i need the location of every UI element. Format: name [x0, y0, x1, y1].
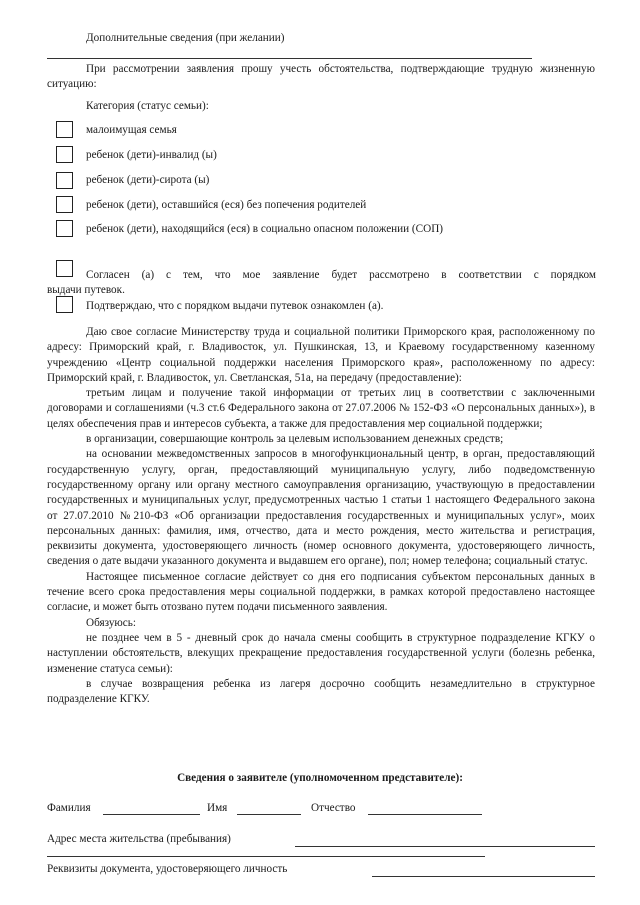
- consent-paragraph-1: Даю свое согласие Министерству труда и социальной политики Приморского края, расположенному по адресу: Приморский край, г. Владивосток, ул. Пушкинская, 13, и Краевому государственному казенному учреждению «Центр социальной поддержки населения Приморского края», расположенному по адресу: Приморский край, г. Владивосток, ул. Светланская, 51а, на передачу (предоставление):: [47, 326, 595, 384]
- option-orphan: ребенок (дети)-сирота (ы): [86, 174, 210, 186]
- checkbox-socially-dangerous[interactable]: [56, 220, 73, 237]
- checkbox-without-parental-care[interactable]: [56, 196, 73, 213]
- consent-paragraph-4: на основании межведомственных запросов в многофункциональный центр, в орган, предоставляющий государственную услугу, орган, предоставляющий муниципальную услугу, либо подведомственную государственному органу или органу местного самоуправления организацию, участвующую в предоставлении государственных и муниципальных услуг, предусмотренных частью 1 статьи 1 настоящего Федерального закона от 27.07.2010 №210-ФЗ «Об организации предоставления государственных и муниципальных услуг», моих персональных данных: фамилия, имя, отчество, дата и место рождения, место жительства и регистрация, реквизиты документа, удостоверяющего личность (номер основного документа, удостоверяющего личность, сведения о дате выдачи указанного документа и выдавшем его органе), пол; номер телефона; социальный статус.: [47, 448, 595, 568]
- name-label: Имя: [207, 802, 228, 814]
- personal-data-consent: [47, 325, 595, 707]
- address-field-continuation[interactable]: [47, 856, 485, 857]
- additional-info-label: Дополнительные сведения (при желании): [86, 32, 285, 44]
- consent-paragraph-5: Настоящее письменное согласие действует со дня его подписания субъектом персональных данных в течение всего срока предоставления меры социальной поддержки, в рамках которой предоставлено настоящее согласие, и может быть отозвано путем подачи письменного заявления.: [47, 570, 595, 614]
- category-heading: Категория (статус семьи):: [86, 100, 209, 112]
- patronymic-field[interactable]: [368, 814, 482, 815]
- checkbox-orphan[interactable]: [56, 172, 73, 189]
- checkbox-low-income[interactable]: [56, 121, 73, 138]
- address-field[interactable]: [295, 846, 595, 847]
- obligation-paragraph-2: в случае возвращения ребенка из лагеря досрочно сообщить незамедлительно в структурное подразделение КГКУ.: [47, 677, 595, 706]
- applicant-section-heading: Сведения о заявителе (уполномоченном представителе):: [177, 772, 463, 784]
- surname-label: Фамилия: [47, 802, 91, 814]
- option-disabled-child: ребенок (дети)-инвалид (ы): [86, 149, 217, 161]
- document-label: Реквизиты документа, удостоверяющего личность: [47, 863, 288, 875]
- surname-field[interactable]: [103, 814, 200, 815]
- name-field[interactable]: [237, 814, 301, 815]
- patronymic-label: Отчество: [311, 802, 356, 814]
- situation-request-text: При рассмотрении заявления прошу учесть обстоятельства, подтверждающие трудную жизненную ситуацию:: [47, 63, 595, 91]
- consent-procedure-line2: выдачи путевок.: [47, 284, 125, 296]
- situation-request-block: [47, 62, 595, 93]
- additional-info-line[interactable]: [47, 58, 532, 59]
- checkbox-disabled-child[interactable]: [56, 146, 73, 163]
- consent-paragraph-3: в организации, совершающие контроль за целевым использованием денежных средств;: [86, 433, 504, 446]
- document-field[interactable]: [372, 876, 595, 877]
- address-label: Адрес места жительства (пребывания): [47, 833, 231, 845]
- option-low-income: малоимущая семья: [86, 124, 177, 136]
- obligation-paragraph-1: не позднее чем в 5 - дневный срок до начала смены сообщить в структурное подразделение КГКУ о наступлении обстоятельств, влекущих прекращение предоставления государственной услуги (болезнь ребенка, изменение статуса семьи):: [47, 631, 595, 675]
- option-without-parental-care: ребенок (дети), оставшийся (еся) без попечения родителей: [86, 199, 367, 211]
- consent-paragraph-2: третьим лицам и получение такой информации от третьих лиц в соответствии с заключенными договорами и соглашениями (ч.3 ст.6 Федерального закона от 27.07.2006 № 152-ФЗ «О персональных данных»), в целях обеспечения прав и интересов субъекта, а также для предоставления мер социальной поддержки;: [47, 387, 595, 430]
- checkbox-familiar-procedure[interactable]: [56, 296, 73, 313]
- option-socially-dangerous: ребенок (дети), находящийся (еся) в социально опасном положении (СОП): [86, 223, 443, 235]
- consent-procedure-line1: Согласен (а) с тем, что мое заявление будет рассмотрено в соответствии с порядком: [86, 269, 596, 281]
- checkbox-consent-procedure[interactable]: [56, 260, 73, 277]
- obligation-heading: Обязуюсь:: [86, 616, 136, 629]
- familiar-procedure-text: Подтверждаю, что с порядком выдачи путевок ознакомлен (а).: [86, 300, 384, 312]
